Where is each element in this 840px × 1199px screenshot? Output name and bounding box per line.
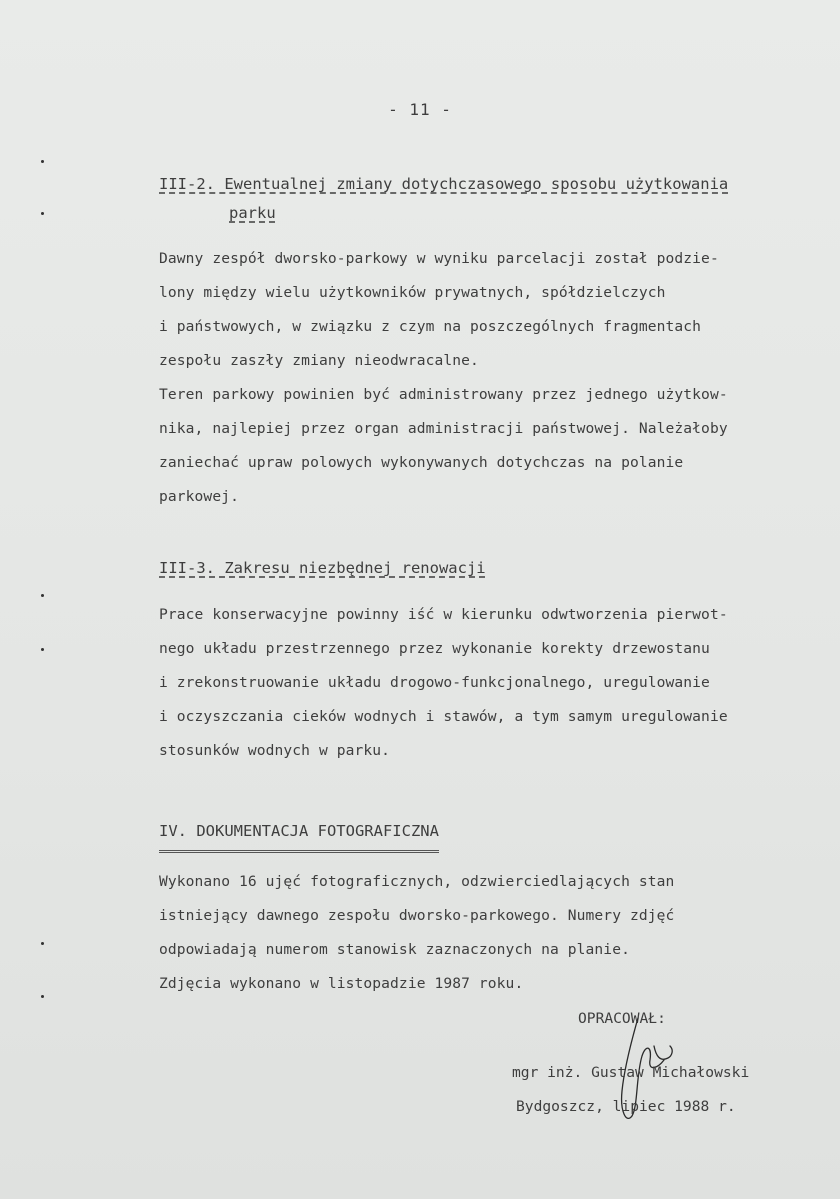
binder-hole-mark (41, 648, 44, 651)
section-body: Wykonano 16 ujęć fotograficznych, odzwierciedlających stan istniejący dawnego zespołu dworsko-parkowego. Numery zdjęć odpowiadają numerom stanowisk zaznaczonych na planie. Zdjęcia wykonano w listopadzie 1987 roku. (159, 873, 675, 992)
binder-hole-mark (41, 995, 44, 998)
section-body: Dawny zespół dworsko-parkowy w wyniku parcelacji został podzie- lony między wielu użytkowników prywatnych, spółdzielczych i państwowych, w związku z czym na poszczególnych fragmentach zespołu zaszły zmiany nieodwracalne. Teren parkowy powinien być administrowany przez jednego użytkow- nika, najlepiej przez organ administracji państwowej. Należałoby zaniechać upraw polowych wykonywanych dotychczas na polanie parkowej. (159, 250, 728, 505)
signature-name: mgr inż. Gustaw Michałowski (512, 1064, 750, 1081)
binder-hole-mark (41, 942, 44, 945)
binder-hole-mark (41, 160, 44, 163)
section-body: Prace konserwacyjne powinny iść w kierunku odwtworzenia pierwot- nego układu przestrzennego przez wykonanie korekty drzewostanu i zrekonstruowanie układu drogowo-funkcjonalnego, uregulowanie i oczyszczania cieków wodnych i stawów, a tym samym uregulowanie stosunków wodnych w parku. (159, 606, 728, 759)
binder-hole-mark (41, 594, 44, 597)
section-heading-text: IV. DOKUMENTACJA FOTOGRAFICZNA (159, 815, 439, 853)
signature-label: OPRACOWAŁ: (578, 1010, 666, 1027)
section-heading: III-3. Zakresu niezbędnej renowacji (159, 559, 486, 577)
binder-hole-mark (41, 212, 44, 215)
section-iv (159, 815, 799, 1001)
section-heading: III-2. Ewentualnej zmiany dotychczasowego sposobu użytkowania (159, 175, 729, 193)
section-iii-2 (159, 168, 799, 514)
signature-place-date: Bydgoszcz, lipiec 1988 r. (516, 1098, 736, 1115)
section-heading-continuation: parku (229, 204, 276, 222)
section-iii-3 (159, 552, 799, 768)
page-number: - 11 - (388, 100, 452, 119)
section-heading (159, 815, 799, 853)
